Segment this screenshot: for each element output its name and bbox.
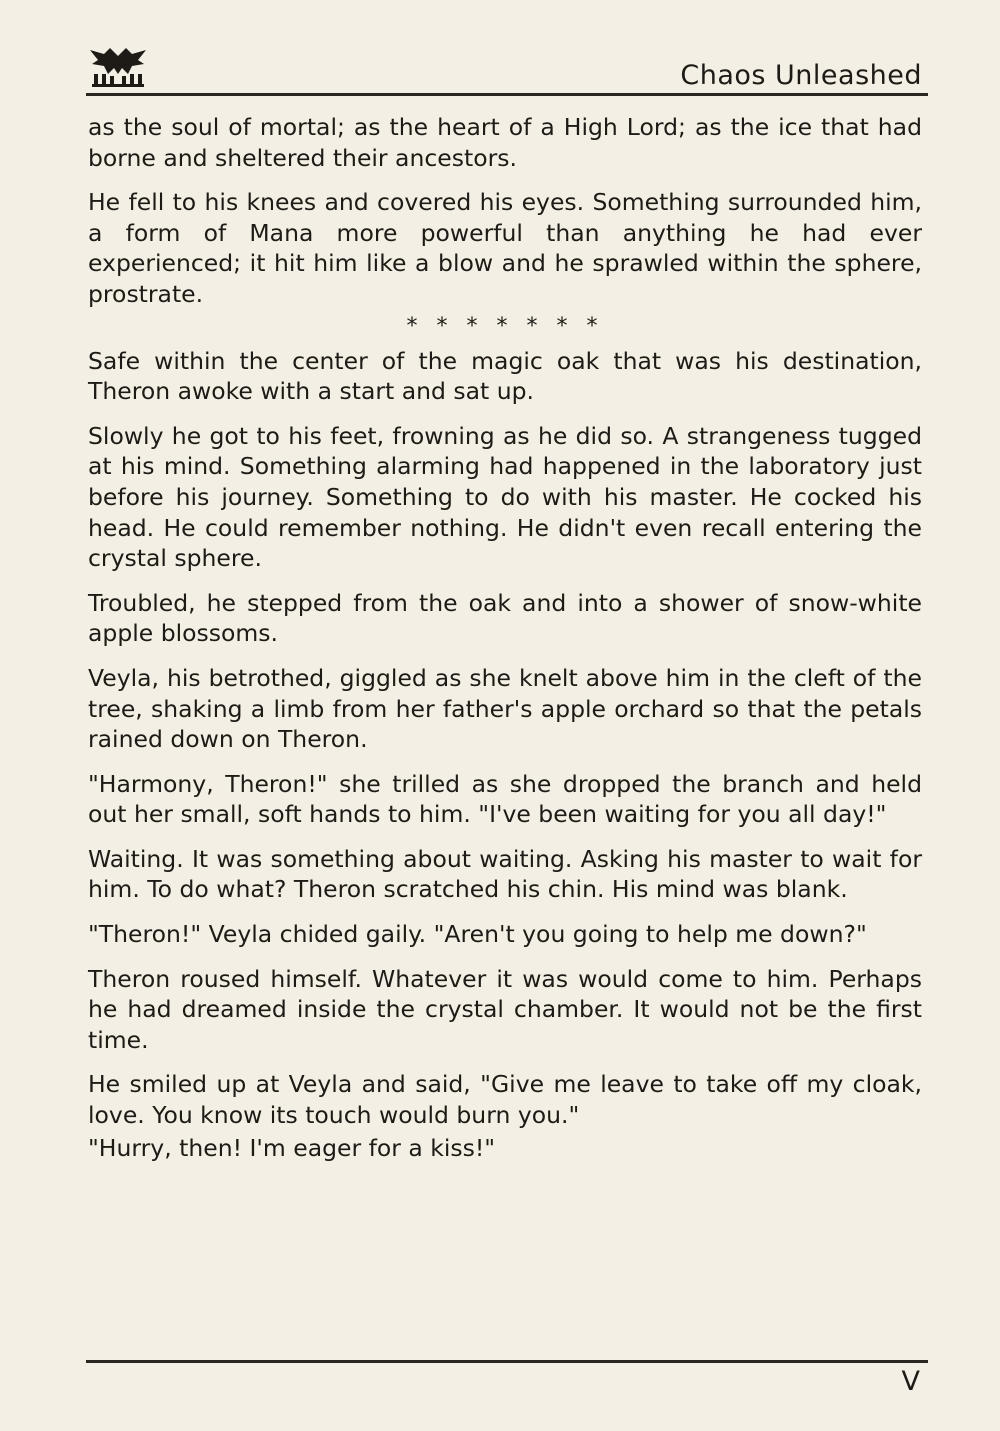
paragraph: Veyla, his betrothed, giggled as she knelt above him in the cleft of the tree, shaking a limb from her father's apple orchard so that the petals rained down on Theron.: [88, 663, 922, 754]
body-text: [88, 112, 922, 1177]
crest-logo-icon: [88, 44, 148, 88]
paragraph: "Theron!" Veyla chided gaily. "Aren't you going to help me down?": [88, 920, 867, 949]
paragraph: Theron roused himself. Whatever it was would come to him. Perhaps he had dreamed inside the crystal chamber. It would not be the first time.: [88, 964, 922, 1054]
paragraph: Safe within the center of the magic oak that was his destination, Theron awoke with a start and sat up.: [88, 346, 922, 406]
paragraph: He smiled up at Veyla and said, "Give me leave to take off my cloak, love. You know its touch would burn you.": [88, 1070, 922, 1130]
page-number: V: [901, 1366, 920, 1397]
section-separator: * * * * * * *: [406, 313, 604, 339]
paragraph: as the soul of mortal; as the heart of a High Lord; as the ice that had borne and sheltered their ancestors.: [88, 113, 922, 172]
paragraph: "Harmony, Theron!" she trilled as she dropped the branch and held out her small, soft hands to him. "I've been waiting for you all day!": [88, 769, 922, 829]
running-title: Chaos Unleashed: [680, 60, 922, 91]
header-rule: [86, 93, 928, 96]
footer-rule: [86, 1360, 928, 1363]
paragraph: Waiting. It was something about waiting. Asking his master to wait for him. To do what? Theron scratched his chin. His mind was blank.: [88, 844, 922, 904]
paragraph: He fell to his knees and covered his eyes. Something surrounded him, a form of Mana more powerful than anything he had ever experienced; it hit him like a blow and he sprawled within the sphere, prostrate.: [88, 188, 922, 308]
paragraph: Slowly he got to his feet, frowning as he did so. A strangeness tugged at his mind. Something alarming had happened in the laboratory just before his journey. Something to do with his master. He cocked his head. He could remember nothing. He didn't even recall entering the crystal sphere.: [88, 421, 922, 573]
paragraph: "Hurry, then! I'm eager for a kiss!": [88, 1133, 496, 1162]
paragraph: Troubled, he stepped from the oak and into a shower of snow-white apple blossoms.: [88, 588, 922, 648]
